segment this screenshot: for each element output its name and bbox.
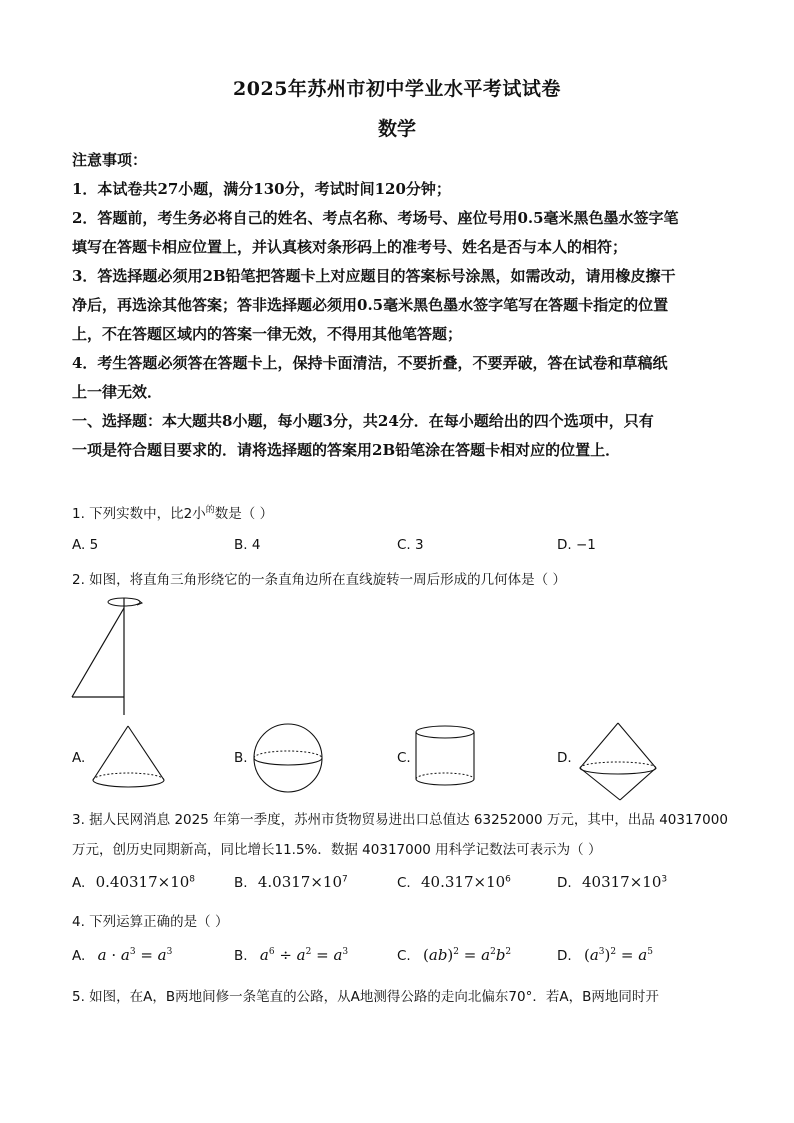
q4-option-b-formula: $a^6 \div a^2 = a^3$ <box>259 946 349 964</box>
section-heading: 一、选择题：本大题共8小题，每小题3分，共24分．在每小题给出的四个选项中，只有 <box>72 412 654 430</box>
double-cone-figure <box>576 720 660 804</box>
q4-option-a-formula: $a \cdot a^3 = a^3$ <box>97 946 173 964</box>
q3-option-b[interactable] <box>234 873 348 891</box>
q1-option-c[interactable]: C. 3 <box>397 537 424 553</box>
q4-option-d-label: D. <box>557 948 572 964</box>
q4-option-d-formula: $(a^3)^2 = a^5$ <box>583 946 653 964</box>
q3-option-d[interactable] <box>557 873 667 891</box>
q3-option-d-exponent: 3 <box>661 874 668 885</box>
exam-subject: 数学 <box>377 118 416 140</box>
q4-option-a[interactable] <box>72 946 172 964</box>
notes-line: 上一律无效． <box>72 383 163 401</box>
q3-option-c-label: C. <box>397 875 411 891</box>
q3-option-c[interactable] <box>397 873 511 891</box>
cylinder-figure <box>414 722 478 792</box>
cone-figure <box>88 722 170 792</box>
q2-option-d-label[interactable]: D. <box>557 750 572 766</box>
exam-title: 2025年苏州市初中学业水平考试试卷 <box>233 78 561 100</box>
q3-option-b-exponent: 7 <box>342 874 348 885</box>
sphere-figure <box>250 722 326 798</box>
notes-heading: 注意事项： <box>72 151 148 169</box>
notes-line: 1．本试卷共27小题，满分130分，考试时间120分钟； <box>72 180 451 198</box>
q3-option-d-mantissa: 40317×10 <box>581 873 662 891</box>
q1-stem-mark: 的 <box>205 505 215 516</box>
q3-option-a[interactable] <box>72 873 195 891</box>
q3-option-b-label: B. <box>234 875 248 891</box>
right-triangle-rotation-figure <box>60 590 160 720</box>
q4-option-c[interactable] <box>397 946 511 964</box>
q1-option-b[interactable]: B. 4 <box>234 537 261 553</box>
notes-line: 填写在答题卡相应位置上，并认真核对条形码上的准考号、姓名是否与本人的相符； <box>72 238 628 256</box>
notes-block <box>72 146 722 465</box>
q1-stem-text: 1. 下列实数中，比2小 <box>72 506 206 522</box>
q3-option-a-exponent: 8 <box>189 874 196 885</box>
question-3-line-1: 3. 据人民网消息 2025 年第一季度，苏州市货物贸易进出口总值达 63252000 万元，其中，出品 40317000 <box>72 812 728 828</box>
question-1-stem <box>72 502 273 522</box>
notes-line: 上，不在答题区域内的答案一律无效，不得用其他笔答题； <box>72 325 463 343</box>
notes-line: 净后，再选涂其他答案；答非选择题必须用0.5毫米黑色墨水签字笔写在答题卡指定的位置 <box>72 296 669 314</box>
q4-option-c-label: C. <box>397 948 411 964</box>
q3-option-b-mantissa: 4.0317×10 <box>257 873 342 891</box>
q3-option-a-label: A. <box>72 875 86 891</box>
notes-line: 3．答选择题必须用2B铅笔把答题卡上对应题目的答案标号涂黑，如需改动，请用橡皮擦干 <box>72 267 676 285</box>
q4-option-c-formula: $(ab)^2 = a^2b^2$ <box>423 946 512 964</box>
q3-option-c-exponent: 6 <box>505 874 511 885</box>
section-instruction: 一项是符合题目要求的．请将选择题的答案用2B铅笔涂在答题卡相对应的位置上． <box>72 441 621 459</box>
q4-option-a-label: A. <box>72 948 86 964</box>
notes-line: 4．考生答题必须答在答题卡上，保持卡面清洁，不要折叠，不要弄破，答在试卷和草稿纸 <box>72 354 668 372</box>
q3-option-a-mantissa: 0.40317×10 <box>95 873 190 891</box>
question-2-stem: 2. 如图，将直角三角形绕它的一条直角边所在直线旋转一周后形成的几何体是（ ） <box>72 572 566 588</box>
q1-stem-end: 数是（ ） <box>214 506 274 522</box>
q3-option-c-mantissa: 40.317×10 <box>421 873 506 891</box>
q4-option-b-label: B. <box>234 948 248 964</box>
q2-option-b-label[interactable]: B. <box>234 750 248 766</box>
notes-line: 2．答题前，考生务必将自己的姓名、考点名称、考场号、座位号用0.5毫米黑色墨水签字笔 <box>72 209 679 227</box>
q4-option-d[interactable] <box>557 946 653 964</box>
q4-option-b[interactable] <box>234 946 348 964</box>
q1-option-a[interactable]: A. 5 <box>72 537 99 553</box>
question-4-stem: 4. 下列运算正确的是（ ） <box>72 914 229 930</box>
question-3-line-2: 万元，创历史同期新高，同比增长11.5%．数据 40317000 用科学记数法可表示为（ ） <box>72 842 602 858</box>
q2-option-a-label[interactable]: A. <box>72 750 86 766</box>
question-5-stem: 5. 如图，在A，B两地间修一条笔直的公路，从A地测得公路的走向北偏东70°．若A，B两地同时开 <box>72 989 659 1005</box>
q3-option-d-label: D. <box>557 875 572 891</box>
q1-option-d[interactable]: D. −1 <box>557 537 596 553</box>
q2-option-c-label[interactable]: C. <box>397 750 411 766</box>
